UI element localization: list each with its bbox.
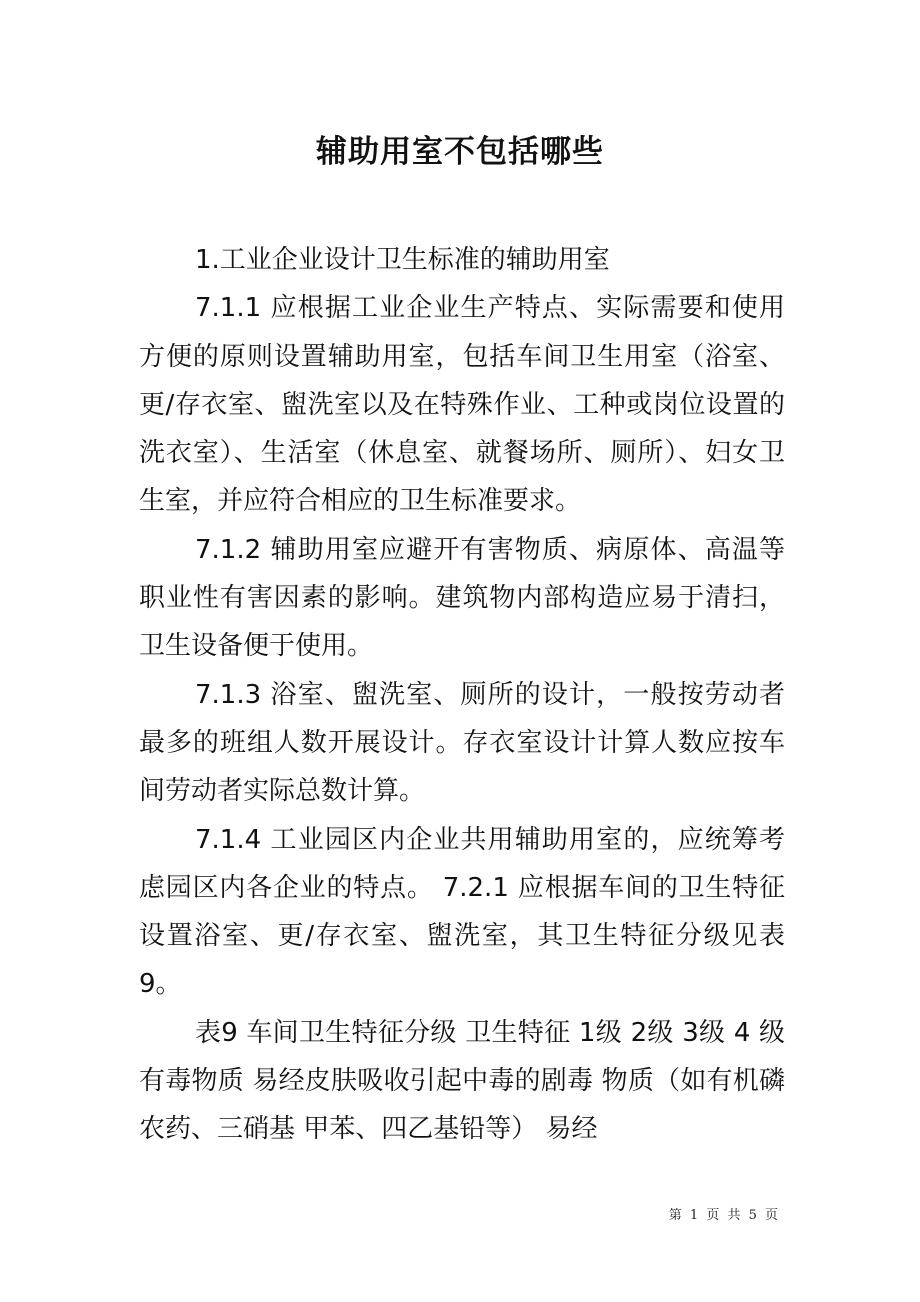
paragraph: 7.1.3 浴室、盥洗室、厕所的设计，一般按劳动者最多的班组人数开展设计。存衣室设计计算人数应按车间劳动者实际总数计算。: [139, 679, 785, 807]
paragraph: 7.1.2 辅助用室应避开有害物质、病原体、高温等职业性有害因素的影响。建筑物内部构造应易于清扫，卫生设备便于使用。: [139, 534, 785, 662]
page-number: 第 1 页 共 5 页: [668, 1208, 780, 1223]
paragraph: 7.1.1 应根据工业企业生产特点、实际需要和使用方便的原则设置辅助用室，包括车间卫生用室（浴室、更/存衣室、盥洗室以及在特殊作业、工种或岗位设置的洗衣室）、生活室（休息室、就餐场所、厕所）、妇女卫生室，并应符合相应的卫生标准要求。: [139, 293, 785, 517]
paragraph: 1.工业企业设计卫生标准的辅助用室: [195, 245, 610, 275]
document-body: [139, 236, 785, 1154]
paragraph: 表9 车间卫生特征分级 卫生特征 1级 2级 3级 4 级 有毒物质 易经皮肤吸收引起中毒的剧毒 物质（如有机磷农药、三硝基 甲苯、四乙基铅等） 易经: [139, 1017, 785, 1145]
document-title: 辅助用室不包括哪些: [316, 134, 604, 170]
paragraph: 7.1.4 工业园区内企业共用辅助用室的，应统筹考虑园区内各企业的特点。 7.2.1 应根据车间的卫生特征设置浴室、更/存衣室、盥洗室，其卫生特征分级见表 9。: [139, 824, 785, 1000]
